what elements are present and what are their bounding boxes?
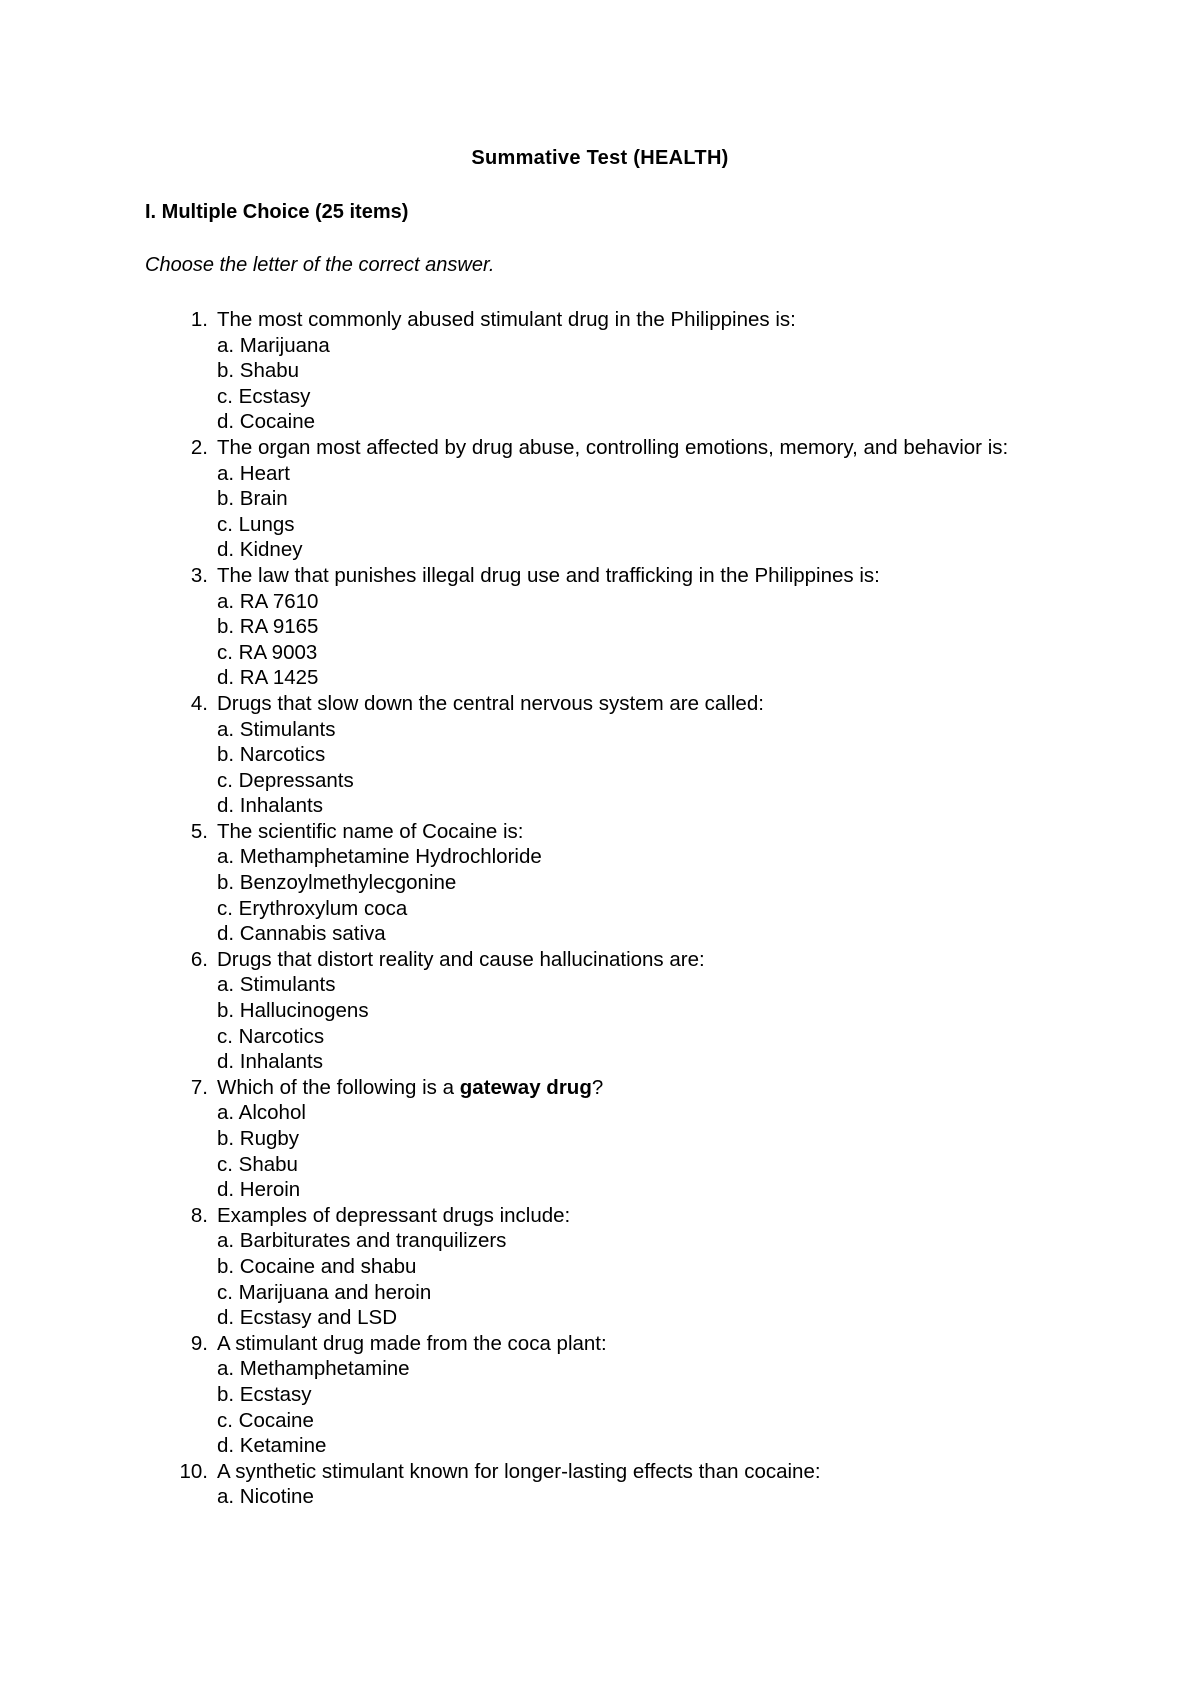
question-text-part: ? <box>591 1075 604 1099</box>
question-text: A stimulant drug made from the coca plant: <box>217 1331 607 1355</box>
question-text: Drugs that slow down the central nervous system are called: <box>217 691 764 715</box>
answer-choice: d. Kidney <box>217 538 303 562</box>
question-text-emphasis: gateway drug <box>459 1075 592 1099</box>
question-item <box>0 947 1057 1075</box>
answer-choice: c. Depressants <box>217 768 354 792</box>
answer-choice: c. Lungs <box>217 512 295 536</box>
answer-choice: c. Shabu <box>217 1152 298 1176</box>
answer-choice: a. Stimulants <box>217 973 336 997</box>
question-item <box>0 819 1057 947</box>
question-text: The scientific name of Cocaine is: <box>217 819 524 843</box>
section-heading: I. Multiple Choice (25 items) <box>145 201 409 223</box>
answer-choice: c. RA 9003 <box>217 640 318 664</box>
answer-choice: c. Marijuana and heroin <box>217 1280 432 1304</box>
question-item <box>0 691 1057 819</box>
answer-choice: a. Methamphetamine Hydrochloride <box>217 845 542 869</box>
answer-choice: d. Inhalants <box>217 1050 323 1074</box>
answer-choice: a. RA 7610 <box>217 589 319 613</box>
question-item <box>0 1331 1057 1459</box>
answer-choice: b. Hallucinogens <box>217 999 369 1023</box>
question-number: 10. <box>179 1459 208 1483</box>
question-text-part: Which of the following is a <box>217 1075 460 1099</box>
answer-choice: c. Cocaine <box>217 1408 314 1432</box>
question-number: 6. <box>190 947 208 971</box>
question-text: The law that punishes illegal drug use and trafficking in the Philippines is: <box>217 563 880 587</box>
answer-choice: b. Shabu <box>217 359 300 383</box>
question-number: 8. <box>190 1203 208 1227</box>
question-text: Drugs that distort reality and cause hallucinations are: <box>217 947 705 971</box>
answer-choice: d. RA 1425 <box>217 666 319 690</box>
answer-choice: c. Ecstasy <box>217 384 311 408</box>
question-number: 2. <box>190 435 208 459</box>
answer-choice: a. Stimulants <box>217 717 336 741</box>
question-text: A synthetic stimulant known for longer-lasting effects than cocaine: <box>217 1459 821 1483</box>
answer-choice: b. Cocaine and shabu <box>217 1254 417 1278</box>
answer-choice: d. Inhalants <box>217 794 323 818</box>
instructions-text: Choose the letter of the correct answer. <box>145 254 495 276</box>
answer-choice: b. Benzoylmethylecgonine <box>217 871 457 895</box>
question-text <box>217 1075 1057 1101</box>
question-number: 3. <box>190 563 208 587</box>
answer-choice: b. Ecstasy <box>217 1382 312 1406</box>
question-text: The organ most affected by drug abuse, controlling emotions, memory, and behavior is: <box>217 435 1009 459</box>
answer-choice: d. Cannabis sativa <box>217 922 386 946</box>
question-text: Examples of depressant drugs include: <box>217 1203 571 1227</box>
answer-choice: a. Marijuana <box>217 333 330 357</box>
question-number: 5. <box>190 819 208 843</box>
answer-choice: d. Cocaine <box>217 410 316 434</box>
question-text: The most commonly abused stimulant drug in the Philippines is: <box>217 308 796 331</box>
document-title: Summative Test (HEALTH) <box>471 147 729 169</box>
question-item <box>0 307 1057 435</box>
answer-choice: a. Alcohol <box>217 1101 306 1125</box>
answer-choice: b. Rugby <box>217 1127 300 1150</box>
question-number: 1. <box>190 308 208 331</box>
answer-choice: c. Erythroxylum coca <box>217 896 408 920</box>
answer-choice: d. Heroin <box>217 1178 301 1202</box>
question-item <box>0 1459 1057 1510</box>
question-item <box>0 1203 1057 1331</box>
question-number: 7. <box>190 1075 208 1099</box>
question-item <box>0 563 1057 691</box>
answer-choice: b. RA 9165 <box>217 615 319 639</box>
question-item <box>0 435 1057 563</box>
question-number: 4. <box>190 691 208 715</box>
question-list <box>0 307 1200 1510</box>
answer-choice: a. Barbiturates and tranquilizers <box>217 1229 507 1253</box>
answer-choice: a. Heart <box>217 461 290 485</box>
answer-choice: d. Ketamine <box>217 1434 327 1458</box>
answer-choice: c. Narcotics <box>217 1024 325 1048</box>
answer-choice: b. Narcotics <box>217 743 326 767</box>
answer-choice: a. Methamphetamine <box>217 1357 410 1381</box>
answer-choice: b. Brain <box>217 487 288 511</box>
answer-choice: d. Ecstasy and LSD <box>217 1306 398 1330</box>
question-item <box>0 1075 1057 1203</box>
answer-choice: a. Nicotine <box>217 1485 314 1509</box>
question-number: 9. <box>190 1331 208 1355</box>
